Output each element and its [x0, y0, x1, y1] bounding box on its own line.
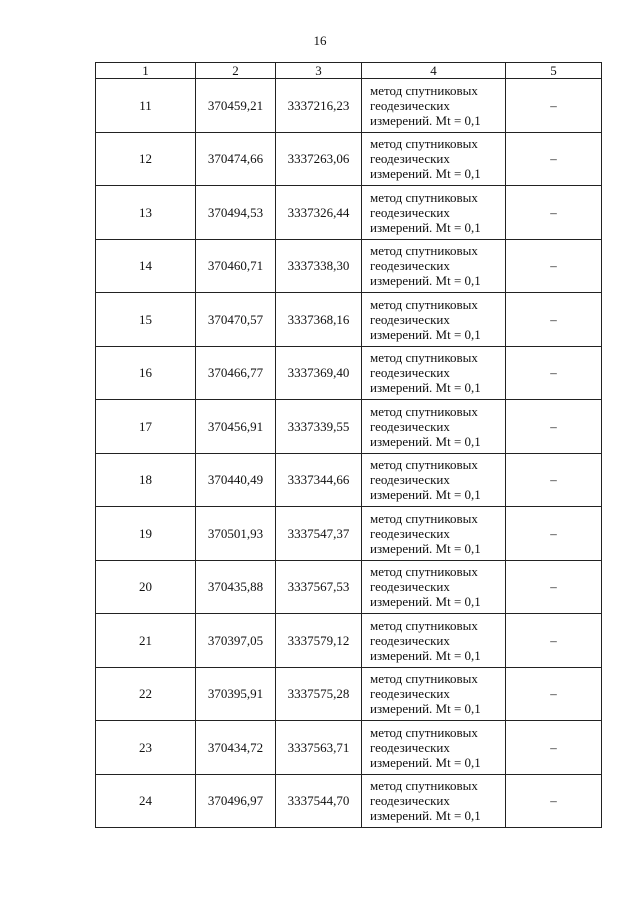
column-header-1: 1	[96, 63, 196, 79]
table-row	[96, 614, 602, 668]
table-row	[96, 346, 602, 400]
y-coordinate-cell: 3337368,16	[276, 293, 362, 347]
y-coordinate-cell: 3337344,66	[276, 453, 362, 507]
method-line: метод спутниковых	[370, 350, 478, 366]
method-line: измерений. Mt = 0,1	[370, 754, 481, 770]
method-line: измерений. Mt = 0,1	[370, 433, 481, 449]
table-row	[96, 507, 602, 561]
method-line: метод спутниковых	[370, 778, 478, 794]
method-line: геодезических	[370, 151, 450, 167]
method-cell	[362, 453, 506, 507]
method-line: метод спутниковых	[370, 296, 478, 312]
column-5-cell: –	[506, 239, 602, 293]
point-number-cell: 11	[96, 79, 196, 133]
method-line: метод спутниковых	[370, 510, 478, 526]
table-row	[96, 453, 602, 507]
y-coordinate-cell: 3337339,55	[276, 400, 362, 454]
table-row	[96, 79, 602, 133]
table-row	[96, 400, 602, 454]
method-cell	[362, 400, 506, 454]
y-coordinate-cell: 3337575,28	[276, 667, 362, 721]
x-coordinate-cell: 370470,57	[196, 293, 276, 347]
table-row	[96, 774, 602, 828]
y-coordinate-cell: 3337338,30	[276, 239, 362, 293]
method-cell	[362, 79, 506, 133]
column-5-cell: –	[506, 293, 602, 347]
column-5-cell: –	[506, 346, 602, 400]
column-5-cell: –	[506, 614, 602, 668]
point-number-cell: 20	[96, 560, 196, 614]
column-header-5: 5	[506, 63, 602, 79]
x-coordinate-cell: 370434,72	[196, 721, 276, 775]
method-line: измерений. Mt = 0,1	[370, 380, 481, 396]
point-number-cell: 14	[96, 239, 196, 293]
point-number-cell: 13	[96, 186, 196, 240]
method-cell	[362, 774, 506, 828]
method-line: геодезических	[370, 311, 450, 327]
method-line: метод спутниковых	[370, 243, 478, 259]
y-coordinate-cell: 3337547,37	[276, 507, 362, 561]
column-header-4: 4	[362, 63, 506, 79]
method-line: измерений. Mt = 0,1	[370, 219, 481, 235]
point-number-cell: 23	[96, 721, 196, 775]
column-5-cell: –	[506, 667, 602, 721]
y-coordinate-cell: 3337544,70	[276, 774, 362, 828]
method-line: геодезических	[370, 472, 450, 488]
point-number-cell: 19	[96, 507, 196, 561]
method-cell	[362, 507, 506, 561]
coordinates-table	[95, 62, 602, 828]
method-line: геодезических	[370, 365, 450, 381]
method-line: измерений. Mt = 0,1	[370, 647, 481, 663]
method-line: измерений. Mt = 0,1	[370, 326, 481, 342]
x-coordinate-cell: 370460,71	[196, 239, 276, 293]
x-coordinate-cell: 370435,88	[196, 560, 276, 614]
point-number-cell: 15	[96, 293, 196, 347]
method-line: геодезических	[370, 418, 450, 434]
method-line: геодезических	[370, 793, 450, 809]
method-line: геодезических	[370, 258, 450, 274]
point-number-cell: 22	[96, 667, 196, 721]
y-coordinate-cell: 3337563,71	[276, 721, 362, 775]
y-coordinate-cell: 3337369,40	[276, 346, 362, 400]
table-row	[96, 560, 602, 614]
table-row	[96, 239, 602, 293]
column-5-cell: –	[506, 132, 602, 186]
point-number-cell: 16	[96, 346, 196, 400]
column-5-cell: –	[506, 186, 602, 240]
method-line: геодезических	[370, 204, 450, 220]
x-coordinate-cell: 370397,05	[196, 614, 276, 668]
table-header-row	[96, 63, 602, 79]
x-coordinate-cell: 370474,66	[196, 132, 276, 186]
y-coordinate-cell: 3337263,06	[276, 132, 362, 186]
x-coordinate-cell: 370456,91	[196, 400, 276, 454]
method-line: измерений. Mt = 0,1	[370, 701, 481, 717]
method-line: измерений. Mt = 0,1	[370, 808, 481, 824]
x-coordinate-cell: 370459,21	[196, 79, 276, 133]
method-line: геодезических	[370, 632, 450, 648]
column-5-cell: –	[506, 400, 602, 454]
method-cell	[362, 667, 506, 721]
method-line: измерений. Mt = 0,1	[370, 487, 481, 503]
column-5-cell: –	[506, 774, 602, 828]
x-coordinate-cell: 370501,93	[196, 507, 276, 561]
x-coordinate-cell: 370440,49	[196, 453, 276, 507]
method-cell	[362, 346, 506, 400]
table-row	[96, 667, 602, 721]
table-row	[96, 721, 602, 775]
method-line: измерений. Mt = 0,1	[370, 540, 481, 556]
method-line: геодезических	[370, 686, 450, 702]
point-number-cell: 18	[96, 453, 196, 507]
column-5-cell: –	[506, 560, 602, 614]
column-5-cell: –	[506, 721, 602, 775]
point-number-cell: 24	[96, 774, 196, 828]
column-5-cell: –	[506, 453, 602, 507]
method-line: геодезических	[370, 579, 450, 595]
method-line: геодезических	[370, 739, 450, 755]
point-number-cell: 12	[96, 132, 196, 186]
y-coordinate-cell: 3337567,53	[276, 560, 362, 614]
method-cell	[362, 721, 506, 775]
x-coordinate-cell: 370496,97	[196, 774, 276, 828]
column-header-3: 3	[276, 63, 362, 79]
x-coordinate-cell: 370395,91	[196, 667, 276, 721]
method-line: измерений. Mt = 0,1	[370, 166, 481, 182]
y-coordinate-cell: 3337326,44	[276, 186, 362, 240]
x-coordinate-cell: 370466,77	[196, 346, 276, 400]
method-cell	[362, 239, 506, 293]
method-cell	[362, 614, 506, 668]
column-5-cell: –	[506, 507, 602, 561]
y-coordinate-cell: 3337579,12	[276, 614, 362, 668]
method-line: метод спутниковых	[370, 564, 478, 580]
table-row	[96, 132, 602, 186]
method-line: измерений. Mt = 0,1	[370, 594, 481, 610]
table-row	[96, 186, 602, 240]
method-line: метод спутниковых	[370, 136, 478, 152]
method-line: метод спутниковых	[370, 617, 478, 633]
y-coordinate-cell: 3337216,23	[276, 79, 362, 133]
column-5-cell: –	[506, 79, 602, 133]
method-line: метод спутниковых	[370, 724, 478, 740]
method-line: метод спутниковых	[370, 189, 478, 205]
table-row	[96, 293, 602, 347]
column-header-2: 2	[196, 63, 276, 79]
page-number: 16	[313, 33, 327, 48]
method-cell	[362, 132, 506, 186]
method-line: геодезических	[370, 97, 450, 113]
method-cell	[362, 186, 506, 240]
method-line: геодезических	[370, 525, 450, 541]
method-line: измерений. Mt = 0,1	[370, 273, 481, 289]
method-cell	[362, 293, 506, 347]
point-number-cell: 21	[96, 614, 196, 668]
method-line: метод спутниковых	[370, 403, 478, 419]
table-body	[96, 79, 602, 828]
method-line: метод спутниковых	[370, 457, 478, 473]
method-line: метод спутниковых	[370, 671, 478, 687]
method-line: измерений. Mt = 0,1	[370, 112, 481, 128]
point-number-cell: 17	[96, 400, 196, 454]
method-line: метод спутниковых	[370, 82, 478, 98]
method-cell	[362, 560, 506, 614]
x-coordinate-cell: 370494,53	[196, 186, 276, 240]
